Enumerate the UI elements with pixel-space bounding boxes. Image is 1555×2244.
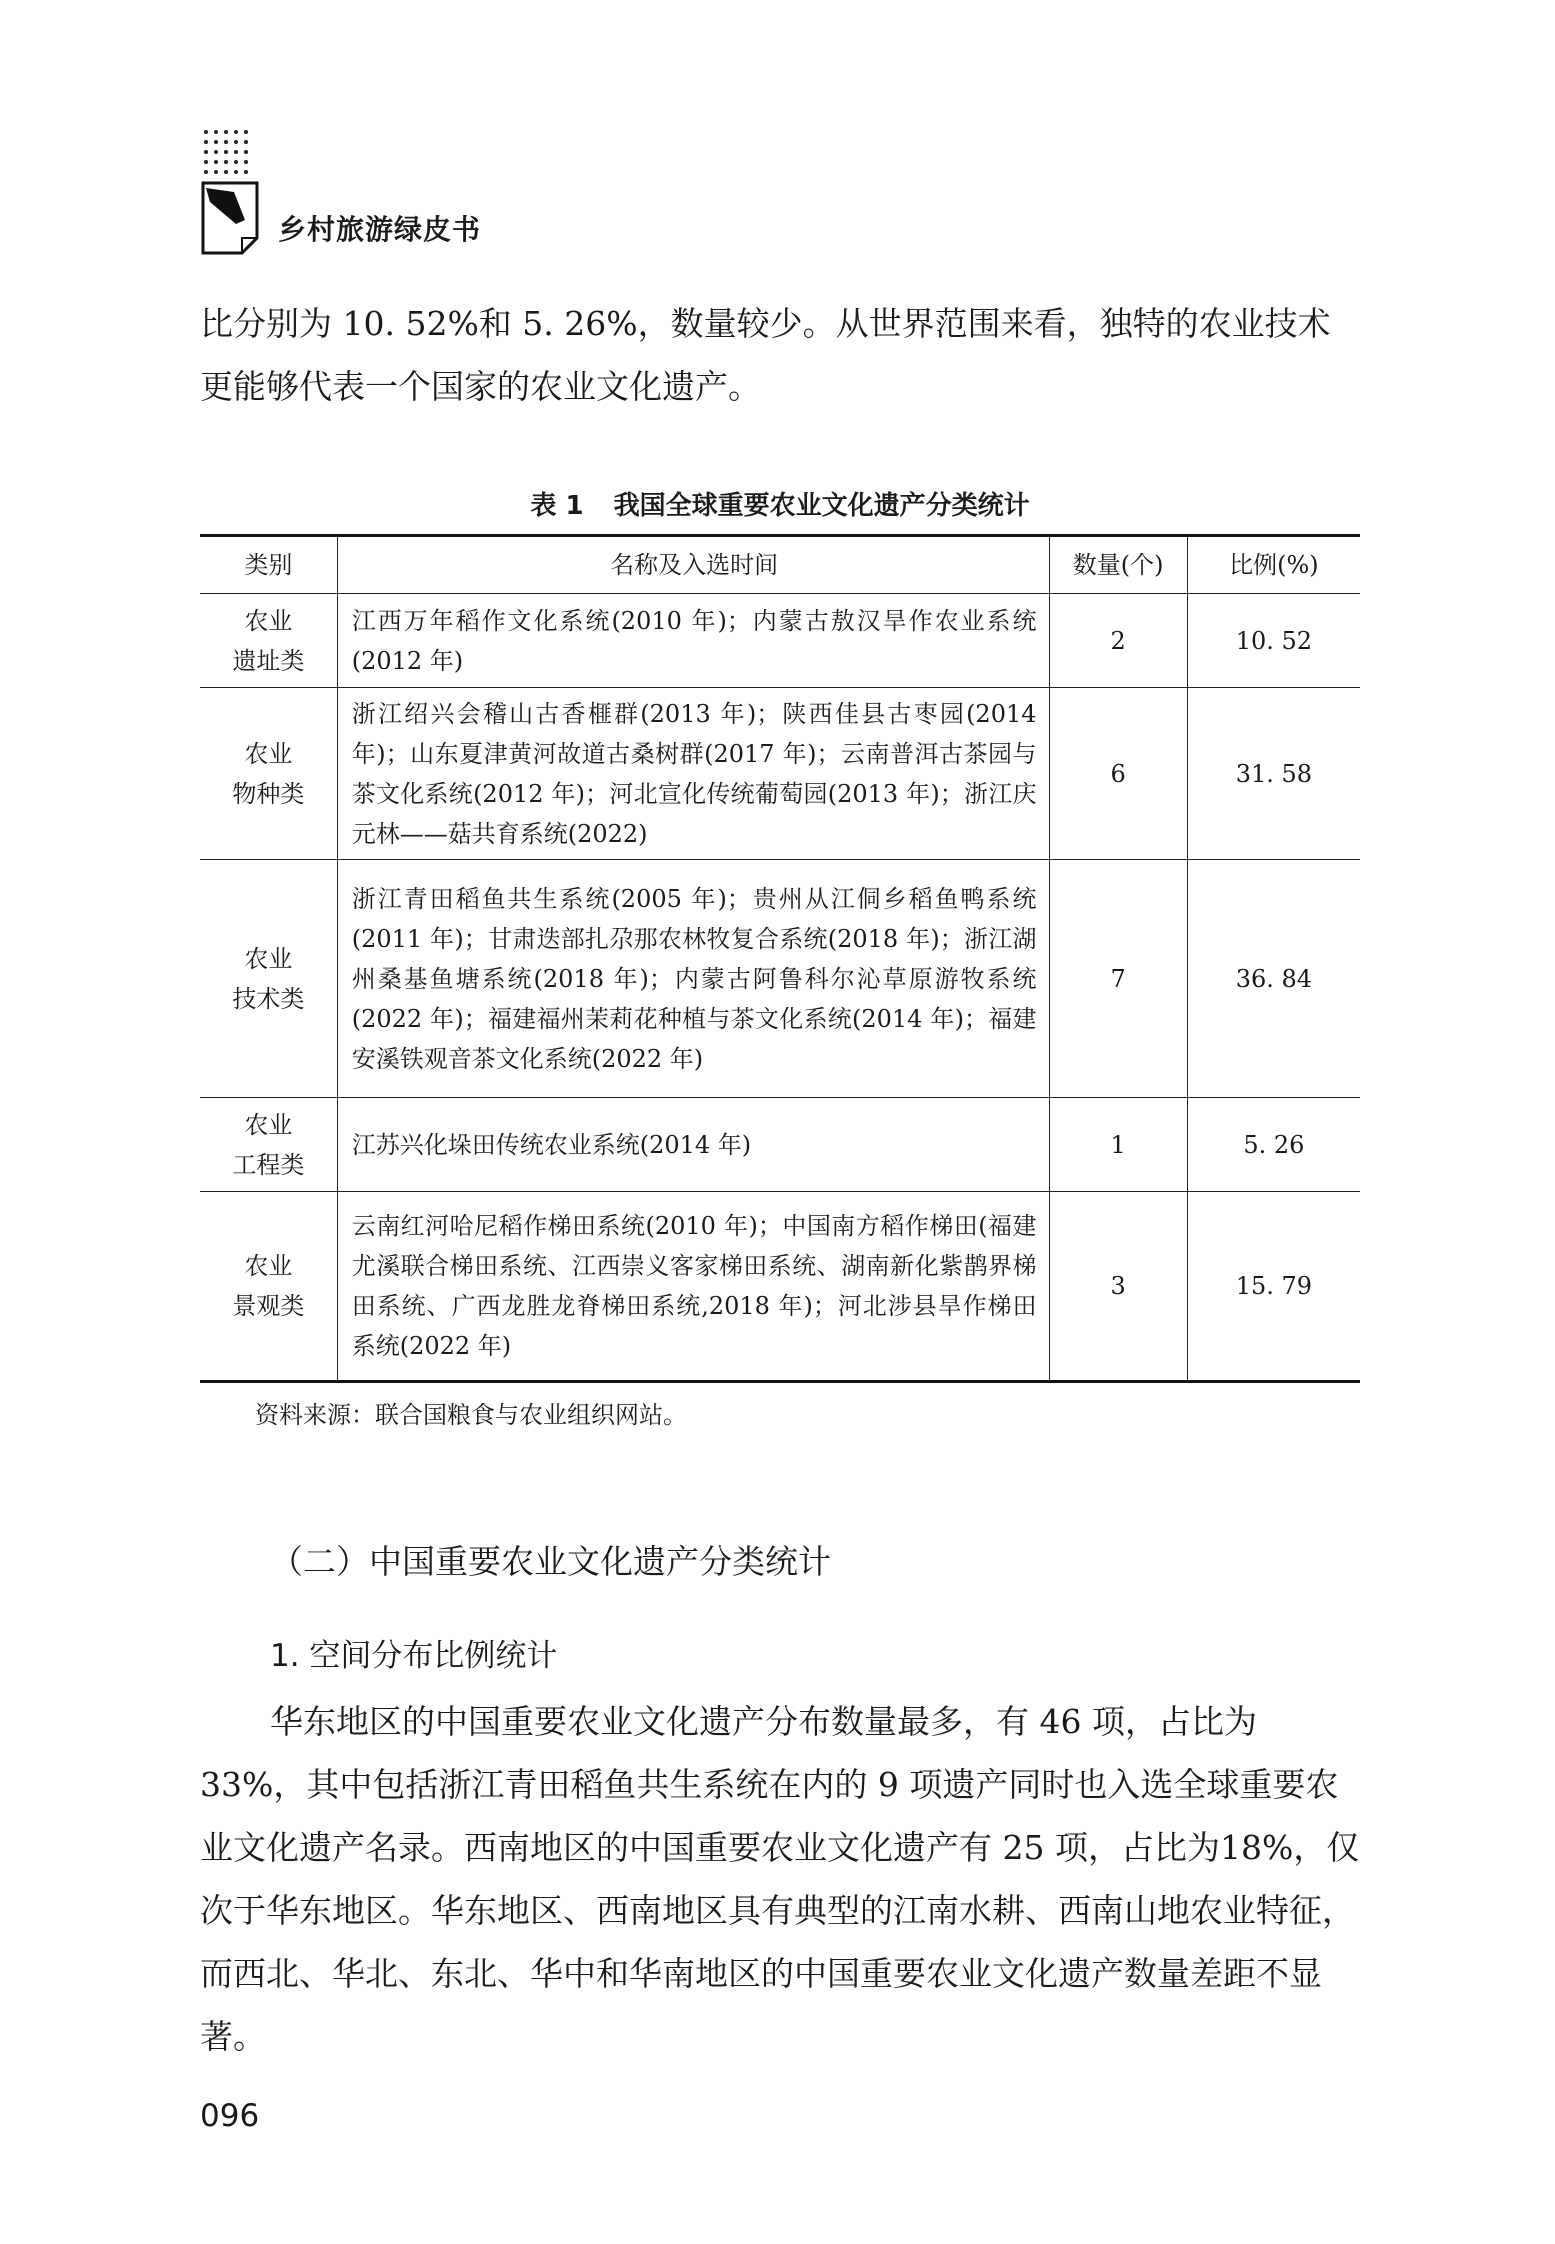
subsection-heading: 1. 空间分布比例统计 [270, 1638, 558, 1674]
header-count: 数量(个) [1049, 536, 1187, 594]
row-names: 云南红河哈尼稻作梯田系统(2010 年)；中国南方稻作梯田(福建尤溪联合梯田系统、江西崇义客家梯田系统、湖南新化紫鹊界梯田系统、广西龙胜龙脊梯田系统,2018 年)；河北涉县旱作梯田系统(2022 年) [337, 1192, 1049, 1382]
intro-paragraph: 比分别为 10. 52%和 5. 26%，数量较少。从世界范围来看，独特的农业技术更能够代表一个国家的农业文化遗产。 [200, 304, 1331, 406]
row-names: 江西万年稻作文化系统(2010 年)；内蒙古敖汉旱作农业系统(2012 年) [337, 594, 1049, 688]
row-count: 6 [1049, 688, 1187, 860]
header-category: 类别 [200, 536, 337, 594]
row-ratio: 31. 58 [1187, 688, 1360, 860]
row-names: 浙江绍兴会稽山古香榧群(2013 年)；陕西佳县古枣园(2014 年)；山东夏津黄河故道古桑树群(2017 年)；云南普洱古茶园与茶文化系统(2012 年)；河北宣化传统葡萄园(2013 年)；浙江庆元林——菇共育系统(2022) [337, 688, 1049, 860]
section-heading: （二）中国重要农业文化遗产分类统计 [270, 1542, 831, 1581]
table-row [200, 1192, 1360, 1382]
row-count: 1 [1049, 1098, 1187, 1192]
row-ratio: 36. 84 [1187, 860, 1360, 1098]
row-count: 2 [1049, 594, 1187, 688]
table-caption-title: 我国全球重要农业文化遗产分类统计 [613, 491, 1030, 521]
table-caption [200, 485, 1360, 522]
row-count: 7 [1049, 860, 1187, 1098]
row-category: 农业 景观类 [200, 1192, 337, 1382]
row-ratio: 10. 52 [1187, 594, 1360, 688]
row-category: 农业 技术类 [200, 860, 337, 1098]
row-names: 江苏兴化垛田传统农业系统(2014 年) [337, 1098, 1049, 1192]
dot-grid-icon [202, 128, 250, 176]
row-count: 3 [1049, 1192, 1187, 1382]
table-caption-number: 表 1 [530, 491, 584, 521]
running-header [200, 128, 800, 258]
row-category: 农业 工程类 [200, 1098, 337, 1192]
table-header-row [200, 536, 1360, 594]
page-number: 096 [200, 2098, 260, 2134]
row-names: 浙江青田稻鱼共生系统(2005 年)；贵州从江侗乡稻鱼鸭系统(2011 年)；甘肃迭部扎尕那农林牧复合系统(2018 年)；浙江湖州桑基鱼塘系统(2018 年)；内蒙古阿鲁科尔沁草原游牧系统(2022 年)；福建福州茉莉花种植与茶文化系统(2014 年)；福建安溪铁观音茶文化系统(2022 年) [337, 860, 1049, 1098]
table-row [200, 594, 1360, 688]
header-ratio: 比例(%) [1187, 536, 1360, 594]
body-paragraph: 华东地区的中国重要农业文化遗产分布数量最多，有 46 项，占比为33%，其中包括浙江青田稻鱼共生系统在内的 9 项遗产同时也入选全球重要农业文化遗产名录。西南地区的中国重要农业文化遗产有 25 项，占比为18%，仅次于华东地区。华东地区、西南地区具有典型的江南水耕、西南山地农业特征，而西北、华北、东北、华中和华南地区的中国重要农业文化遗产数量差距不显著。 [200, 1702, 1360, 2056]
book-title: 乡村旅游绿皮书 [278, 213, 482, 246]
table-row [200, 688, 1360, 860]
table-row [200, 860, 1360, 1098]
row-category: 农业 遗址类 [200, 594, 337, 688]
heritage-table [200, 534, 1360, 1383]
table-row [200, 1098, 1360, 1192]
row-ratio: 5. 26 [1187, 1098, 1360, 1192]
row-category: 农业 物种类 [200, 688, 337, 860]
table-source-note: 资料来源：联合国粮食与农业组织网站。 [255, 1401, 687, 1429]
header-names: 名称及入选时间 [337, 536, 1049, 594]
row-ratio: 15. 79 [1187, 1192, 1360, 1382]
book-logo-icon [200, 180, 260, 256]
